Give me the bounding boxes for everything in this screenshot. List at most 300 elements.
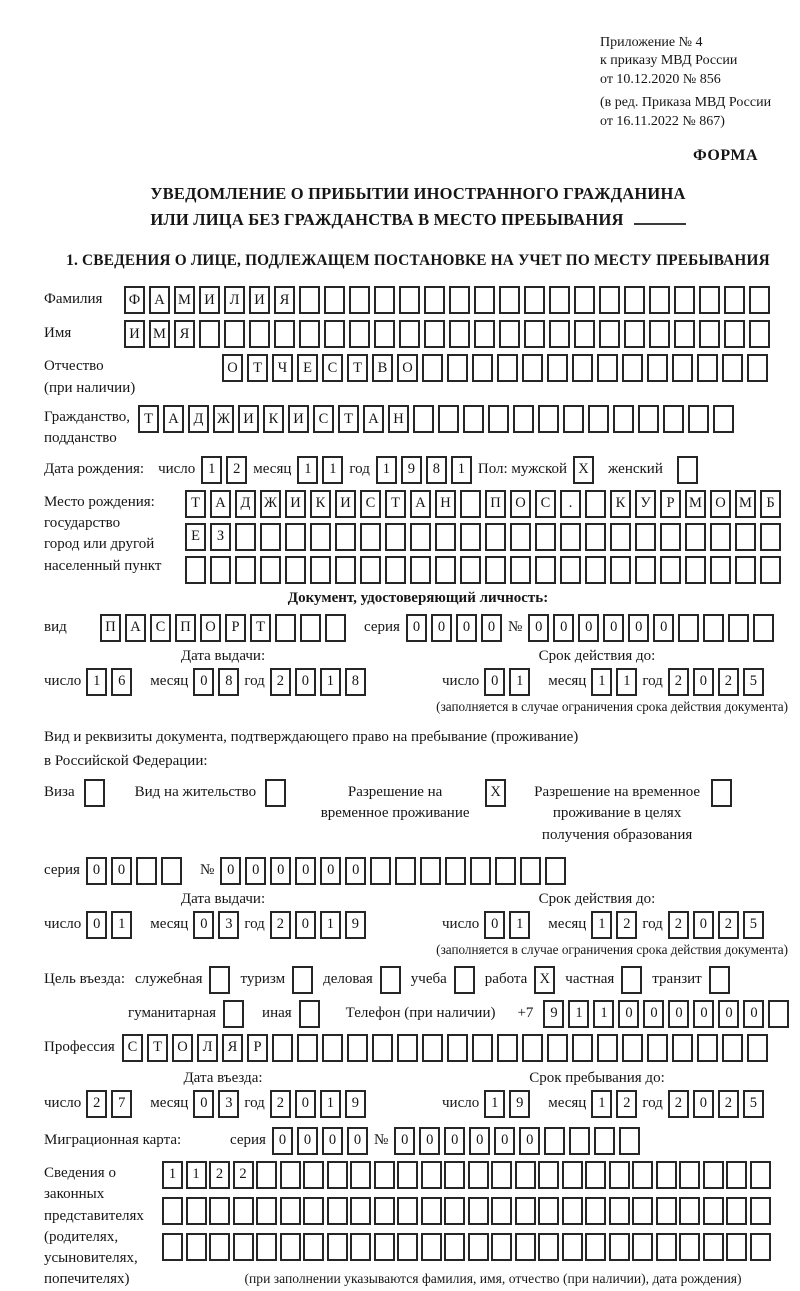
birthplace-cell[interactable]: М — [685, 490, 706, 518]
surname-cell[interactable] — [524, 286, 545, 314]
stay-year-cell[interactable]: 0 — [693, 1090, 714, 1118]
citizenship-cell[interactable]: Н — [388, 405, 409, 433]
birthplace-cell[interactable] — [360, 523, 381, 551]
firstname-cell[interactable] — [524, 320, 545, 348]
profession-cell[interactable]: Я — [222, 1034, 243, 1062]
representative-cell[interactable] — [750, 1161, 771, 1189]
profession-cell[interactable] — [347, 1034, 368, 1062]
representative-cell[interactable] — [679, 1197, 700, 1225]
birthplace-cell[interactable] — [510, 523, 531, 551]
residence-number-cell[interactable] — [470, 857, 491, 885]
birthplace-cell[interactable] — [660, 523, 681, 551]
birthplace-cell[interactable] — [435, 556, 456, 584]
profession-cell[interactable]: Л — [197, 1034, 218, 1062]
firstname-cell[interactable] — [599, 320, 620, 348]
representative-cell[interactable] — [162, 1197, 183, 1225]
birth-day-cell[interactable]: 2 — [226, 456, 247, 484]
birthplace-cell[interactable] — [460, 556, 481, 584]
birthplace-cell[interactable] — [535, 556, 556, 584]
identity-issued-month-cell[interactable]: 0 — [193, 668, 214, 696]
firstname-cell[interactable] — [374, 320, 395, 348]
residence-valid-year-cell[interactable]: 2 — [718, 911, 739, 939]
birthplace-cell[interactable] — [260, 556, 281, 584]
surname-cell[interactable]: Ф — [124, 286, 145, 314]
patronymic-cell[interactable] — [722, 354, 743, 382]
representative-cell[interactable] — [656, 1161, 677, 1189]
citizenship-cell[interactable] — [613, 405, 634, 433]
representative-cell[interactable] — [656, 1233, 677, 1261]
representative-cell[interactable] — [256, 1233, 277, 1261]
firstname-cell[interactable] — [249, 320, 270, 348]
birthplace-cell[interactable] — [635, 556, 656, 584]
identity-valid-year-cell[interactable]: 0 — [693, 668, 714, 696]
birth-year-cell[interactable]: 1 — [376, 456, 397, 484]
identity-issued-year-cell[interactable]: 8 — [345, 668, 366, 696]
birthplace-cell[interactable]: А — [410, 490, 431, 518]
representative-cell[interactable] — [609, 1233, 630, 1261]
profession-cell[interactable] — [397, 1034, 418, 1062]
birthplace-cell[interactable]: У — [635, 490, 656, 518]
birthplace-cell[interactable] — [360, 556, 381, 584]
surname-cell[interactable]: М — [174, 286, 195, 314]
representative-cell[interactable] — [585, 1197, 606, 1225]
representative-cell[interactable] — [515, 1197, 536, 1225]
residence-valid-day-cell[interactable]: 1 — [509, 911, 530, 939]
residence-number-cell[interactable] — [545, 857, 566, 885]
identity-number-cell[interactable]: 0 — [553, 614, 574, 642]
birthplace-cell[interactable] — [385, 556, 406, 584]
birthplace-cell[interactable] — [610, 523, 631, 551]
identity-kind-cell[interactable]: Р — [225, 614, 246, 642]
purpose-study-checkbox[interactable] — [454, 966, 475, 994]
patronymic-cell[interactable]: Т — [247, 354, 268, 382]
representative-cell[interactable] — [632, 1197, 653, 1225]
profession-cell[interactable] — [372, 1034, 393, 1062]
firstname-cell[interactable]: Я — [174, 320, 195, 348]
surname-cell[interactable] — [324, 286, 345, 314]
representative-cell[interactable] — [538, 1161, 559, 1189]
representative-cell[interactable] — [444, 1197, 465, 1225]
birthplace-cell[interactable] — [485, 523, 506, 551]
citizenship-cell[interactable] — [638, 405, 659, 433]
birthplace-cell[interactable]: Ж — [260, 490, 281, 518]
birthplace-cell[interactable] — [760, 556, 781, 584]
patronymic-cell[interactable] — [697, 354, 718, 382]
representative-cell[interactable] — [421, 1161, 442, 1189]
residence-valid-year-cell[interactable]: 0 — [693, 911, 714, 939]
representative-cell[interactable] — [397, 1197, 418, 1225]
identity-issued-day-cell[interactable]: 6 — [111, 668, 132, 696]
representative-cell[interactable] — [726, 1197, 747, 1225]
profession-cell[interactable]: С — [122, 1034, 143, 1062]
representative-cell[interactable] — [327, 1197, 348, 1225]
migration-number-cell[interactable]: 0 — [469, 1127, 490, 1155]
representative-cell[interactable] — [726, 1161, 747, 1189]
residence-issued-month-cell[interactable]: 0 — [193, 911, 214, 939]
phone-cell[interactable] — [768, 1000, 789, 1028]
firstname-cell[interactable] — [499, 320, 520, 348]
surname-cell[interactable] — [599, 286, 620, 314]
citizenship-cell[interactable]: А — [163, 405, 184, 433]
patronymic-cell[interactable]: В — [372, 354, 393, 382]
patronymic-cell[interactable] — [447, 354, 468, 382]
representative-cell[interactable] — [515, 1233, 536, 1261]
identity-kind-cell[interactable] — [325, 614, 346, 642]
representative-cell[interactable] — [350, 1233, 371, 1261]
residence-issued-year-cell[interactable]: 1 — [320, 911, 341, 939]
firstname-cell[interactable] — [424, 320, 445, 348]
birthplace-cell[interactable] — [510, 556, 531, 584]
birthplace-cell[interactable] — [710, 556, 731, 584]
entry-day-cell[interactable]: 2 — [86, 1090, 107, 1118]
stay-year-cell[interactable]: 2 — [718, 1090, 739, 1118]
citizenship-cell[interactable] — [663, 405, 684, 433]
representative-cell[interactable] — [303, 1233, 324, 1261]
purpose-humanitarian-checkbox[interactable] — [223, 1000, 244, 1028]
birthplace-cell[interactable] — [735, 556, 756, 584]
birthplace-cell[interactable] — [560, 556, 581, 584]
firstname-cell[interactable] — [749, 320, 770, 348]
profession-cell[interactable] — [472, 1034, 493, 1062]
birth-year-cell[interactable]: 1 — [451, 456, 472, 484]
surname-cell[interactable]: А — [149, 286, 170, 314]
patronymic-cell[interactable]: Т — [347, 354, 368, 382]
surname-cell[interactable] — [499, 286, 520, 314]
identity-number-cell[interactable] — [703, 614, 724, 642]
purpose-transit-checkbox[interactable] — [709, 966, 730, 994]
surname-cell[interactable] — [449, 286, 470, 314]
firstname-cell[interactable] — [549, 320, 570, 348]
patronymic-cell[interactable] — [522, 354, 543, 382]
representative-cell[interactable] — [726, 1233, 747, 1261]
profession-cell[interactable] — [597, 1034, 618, 1062]
representative-cell[interactable] — [491, 1161, 512, 1189]
birthplace-cell[interactable] — [460, 490, 481, 518]
citizenship-cell[interactable]: И — [238, 405, 259, 433]
firstname-cell[interactable] — [274, 320, 295, 348]
identity-issued-day-cell[interactable]: 1 — [86, 668, 107, 696]
patronymic-cell[interactable] — [622, 354, 643, 382]
stay-day-cell[interactable]: 1 — [484, 1090, 505, 1118]
firstname-cell[interactable] — [474, 320, 495, 348]
purpose-private-checkbox[interactable] — [621, 966, 642, 994]
profession-cell[interactable] — [422, 1034, 443, 1062]
birthplace-cell[interactable]: Н — [435, 490, 456, 518]
firstname-cell[interactable] — [224, 320, 245, 348]
representative-cell[interactable] — [256, 1197, 277, 1225]
firstname-cell[interactable] — [699, 320, 720, 348]
migration-series-cell[interactable]: 0 — [297, 1127, 318, 1155]
firstname-cell[interactable] — [574, 320, 595, 348]
identity-series-cell[interactable]: 0 — [481, 614, 502, 642]
profession-cell[interactable] — [622, 1034, 643, 1062]
migration-number-cell[interactable] — [619, 1127, 640, 1155]
representative-cell[interactable]: 2 — [233, 1161, 254, 1189]
representative-cell[interactable] — [632, 1161, 653, 1189]
citizenship-cell[interactable] — [488, 405, 509, 433]
identity-number-cell[interactable] — [678, 614, 699, 642]
citizenship-cell[interactable] — [588, 405, 609, 433]
residence-valid-month-cell[interactable]: 2 — [616, 911, 637, 939]
residence-series-cell[interactable]: 0 — [111, 857, 132, 885]
identity-kind-cell[interactable] — [275, 614, 296, 642]
identity-series-cell[interactable]: 0 — [406, 614, 427, 642]
representative-cell[interactable] — [374, 1233, 395, 1261]
representative-cell[interactable] — [233, 1197, 254, 1225]
representative-cell[interactable] — [656, 1197, 677, 1225]
birth-year-cell[interactable]: 8 — [426, 456, 447, 484]
surname-cell[interactable] — [349, 286, 370, 314]
representative-cell[interactable] — [491, 1197, 512, 1225]
representative-cell[interactable] — [350, 1197, 371, 1225]
residence-series-cell[interactable]: 0 — [86, 857, 107, 885]
birthplace-cell[interactable] — [635, 523, 656, 551]
surname-cell[interactable] — [474, 286, 495, 314]
birthplace-cell[interactable] — [585, 556, 606, 584]
identity-number-cell[interactable] — [753, 614, 774, 642]
migration-number-cell[interactable]: 0 — [494, 1127, 515, 1155]
phone-cell[interactable]: 0 — [693, 1000, 714, 1028]
patronymic-cell[interactable]: Ч — [272, 354, 293, 382]
surname-cell[interactable] — [424, 286, 445, 314]
profession-cell[interactable] — [572, 1034, 593, 1062]
birthplace-cell[interactable]: Е — [185, 523, 206, 551]
surname-cell[interactable] — [699, 286, 720, 314]
phone-cell[interactable]: 0 — [643, 1000, 664, 1028]
firstname-cell[interactable] — [299, 320, 320, 348]
residence-issued-day-cell[interactable]: 0 — [86, 911, 107, 939]
residence-number-cell[interactable] — [520, 857, 541, 885]
patronymic-cell[interactable] — [572, 354, 593, 382]
identity-series-cell[interactable]: 0 — [456, 614, 477, 642]
identity-number-cell[interactable]: 0 — [528, 614, 549, 642]
birthplace-cell[interactable] — [310, 556, 331, 584]
residence-valid-year-cell[interactable]: 2 — [668, 911, 689, 939]
identity-issued-year-cell[interactable]: 0 — [295, 668, 316, 696]
patronymic-cell[interactable] — [547, 354, 568, 382]
entry-year-cell[interactable]: 0 — [295, 1090, 316, 1118]
firstname-cell[interactable] — [399, 320, 420, 348]
identity-valid-year-cell[interactable]: 2 — [668, 668, 689, 696]
representative-cell[interactable] — [186, 1233, 207, 1261]
birthplace-cell[interactable]: К — [310, 490, 331, 518]
birthplace-cell[interactable] — [685, 556, 706, 584]
birthplace-cell[interactable]: Р — [660, 490, 681, 518]
profession-cell[interactable] — [497, 1034, 518, 1062]
residence-number-cell[interactable] — [370, 857, 391, 885]
patronymic-cell[interactable] — [647, 354, 668, 382]
birthplace-cell[interactable] — [535, 523, 556, 551]
phone-cell[interactable]: 1 — [593, 1000, 614, 1028]
purpose-business-checkbox[interactable] — [380, 966, 401, 994]
entry-month-cell[interactable]: 0 — [193, 1090, 214, 1118]
birthplace-cell[interactable]: Т — [185, 490, 206, 518]
phone-cell[interactable]: 0 — [618, 1000, 639, 1028]
stay-year-cell[interactable]: 5 — [743, 1090, 764, 1118]
profession-cell[interactable] — [722, 1034, 743, 1062]
surname-cell[interactable] — [299, 286, 320, 314]
representative-cell[interactable] — [397, 1233, 418, 1261]
representative-cell[interactable] — [468, 1161, 489, 1189]
firstname-cell[interactable] — [649, 320, 670, 348]
firstname-cell[interactable] — [674, 320, 695, 348]
citizenship-cell[interactable] — [413, 405, 434, 433]
surname-cell[interactable] — [549, 286, 570, 314]
identity-number-cell[interactable]: 0 — [628, 614, 649, 642]
birthplace-cell[interactable] — [285, 523, 306, 551]
residence-number-cell[interactable] — [495, 857, 516, 885]
patronymic-cell[interactable]: О — [222, 354, 243, 382]
birthplace-cell[interactable] — [460, 523, 481, 551]
residence-issued-year-cell[interactable]: 2 — [270, 911, 291, 939]
migration-number-cell[interactable] — [594, 1127, 615, 1155]
birthplace-cell[interactable] — [560, 523, 581, 551]
profession-cell[interactable] — [697, 1034, 718, 1062]
entry-month-cell[interactable]: 3 — [218, 1090, 239, 1118]
birthplace-cell[interactable]: И — [285, 490, 306, 518]
citizenship-cell[interactable] — [513, 405, 534, 433]
birthplace-cell[interactable] — [385, 523, 406, 551]
phone-cell[interactable]: 0 — [743, 1000, 764, 1028]
birthplace-cell[interactable]: Т — [385, 490, 406, 518]
profession-cell[interactable] — [672, 1034, 693, 1062]
birthplace-cell[interactable]: З — [210, 523, 231, 551]
purpose-work-checkbox[interactable]: X — [534, 966, 555, 994]
option-temp-residence-education-checkbox[interactable] — [711, 779, 732, 807]
profession-cell[interactable] — [522, 1034, 543, 1062]
birthplace-cell[interactable] — [585, 523, 606, 551]
birth-month-cell[interactable]: 1 — [297, 456, 318, 484]
residence-number-cell[interactable]: 0 — [245, 857, 266, 885]
citizenship-cell[interactable]: Т — [138, 405, 159, 433]
identity-series-cell[interactable]: 0 — [431, 614, 452, 642]
identity-valid-year-cell[interactable]: 2 — [718, 668, 739, 696]
birthplace-cell[interactable] — [685, 523, 706, 551]
representative-cell[interactable] — [421, 1233, 442, 1261]
surname-cell[interactable]: Л — [224, 286, 245, 314]
identity-number-cell[interactable]: 0 — [603, 614, 624, 642]
birthplace-cell[interactable] — [485, 556, 506, 584]
representative-cell[interactable] — [303, 1197, 324, 1225]
birthplace-cell[interactable]: О — [510, 490, 531, 518]
profession-cell[interactable]: Р — [247, 1034, 268, 1062]
birthplace-cell[interactable] — [210, 556, 231, 584]
residence-number-cell[interactable]: 0 — [220, 857, 241, 885]
representative-cell[interactable] — [468, 1233, 489, 1261]
citizenship-cell[interactable] — [713, 405, 734, 433]
surname-cell[interactable] — [649, 286, 670, 314]
birthplace-cell[interactable]: С — [360, 490, 381, 518]
purpose-official-checkbox[interactable] — [209, 966, 230, 994]
migration-number-cell[interactable]: 0 — [444, 1127, 465, 1155]
representative-cell[interactable]: 1 — [186, 1161, 207, 1189]
residence-number-cell[interactable] — [395, 857, 416, 885]
representative-cell[interactable] — [609, 1197, 630, 1225]
firstname-cell[interactable]: М — [149, 320, 170, 348]
identity-valid-day-cell[interactable]: 1 — [509, 668, 530, 696]
birthplace-cell[interactable] — [760, 523, 781, 551]
representative-cell[interactable] — [468, 1197, 489, 1225]
representative-cell[interactable] — [562, 1197, 583, 1225]
identity-kind-cell[interactable]: Т — [250, 614, 271, 642]
patronymic-cell[interactable] — [597, 354, 618, 382]
birthplace-cell[interactable] — [285, 556, 306, 584]
birthplace-cell[interactable] — [435, 523, 456, 551]
migration-number-cell[interactable]: 0 — [394, 1127, 415, 1155]
representative-cell[interactable] — [280, 1233, 301, 1261]
profession-cell[interactable] — [272, 1034, 293, 1062]
citizenship-cell[interactable] — [563, 405, 584, 433]
migration-number-cell[interactable] — [544, 1127, 565, 1155]
firstname-cell[interactable] — [349, 320, 370, 348]
representative-cell[interactable] — [562, 1233, 583, 1261]
migration-series-cell[interactable]: 0 — [322, 1127, 343, 1155]
representative-cell[interactable]: 1 — [162, 1161, 183, 1189]
identity-kind-cell[interactable]: А — [125, 614, 146, 642]
citizenship-cell[interactable]: С — [313, 405, 334, 433]
representative-cell[interactable] — [562, 1161, 583, 1189]
surname-cell[interactable] — [674, 286, 695, 314]
residence-number-cell[interactable]: 0 — [320, 857, 341, 885]
patronymic-cell[interactable]: Е — [297, 354, 318, 382]
birthplace-cell[interactable]: О — [710, 490, 731, 518]
firstname-cell[interactable] — [624, 320, 645, 348]
migration-series-cell[interactable]: 0 — [272, 1127, 293, 1155]
birthplace-cell[interactable] — [335, 523, 356, 551]
firstname-cell[interactable] — [199, 320, 220, 348]
residence-issued-year-cell[interactable]: 0 — [295, 911, 316, 939]
residence-number-cell[interactable]: 0 — [295, 857, 316, 885]
representative-cell[interactable] — [327, 1233, 348, 1261]
representative-cell[interactable] — [209, 1233, 230, 1261]
residence-issued-day-cell[interactable]: 1 — [111, 911, 132, 939]
birthplace-cell[interactable] — [660, 556, 681, 584]
representative-cell[interactable] — [632, 1233, 653, 1261]
representative-cell[interactable] — [374, 1161, 395, 1189]
representative-cell[interactable]: 2 — [209, 1161, 230, 1189]
entry-year-cell[interactable]: 1 — [320, 1090, 341, 1118]
residence-series-cell[interactable] — [161, 857, 182, 885]
migration-number-cell[interactable]: 0 — [419, 1127, 440, 1155]
residence-valid-month-cell[interactable]: 1 — [591, 911, 612, 939]
representative-cell[interactable] — [679, 1161, 700, 1189]
residence-number-cell[interactable] — [445, 857, 466, 885]
option-temp-residence-checkbox[interactable]: X — [485, 779, 506, 807]
surname-cell[interactable] — [724, 286, 745, 314]
identity-valid-month-cell[interactable]: 1 — [616, 668, 637, 696]
surname-cell[interactable]: Я — [274, 286, 295, 314]
entry-year-cell[interactable]: 2 — [270, 1090, 291, 1118]
representative-cell[interactable] — [703, 1233, 724, 1261]
migration-number-cell[interactable] — [569, 1127, 590, 1155]
representative-cell[interactable] — [585, 1161, 606, 1189]
representative-cell[interactable] — [609, 1161, 630, 1189]
citizenship-cell[interactable]: А — [363, 405, 384, 433]
stay-month-cell[interactable]: 1 — [591, 1090, 612, 1118]
profession-cell[interactable] — [447, 1034, 468, 1062]
birthplace-cell[interactable]: И — [335, 490, 356, 518]
birthplace-cell[interactable] — [260, 523, 281, 551]
phone-cell[interactable]: 9 — [543, 1000, 564, 1028]
birthplace-cell[interactable] — [335, 556, 356, 584]
birthplace-cell[interactable]: Д — [235, 490, 256, 518]
identity-issued-year-cell[interactable]: 2 — [270, 668, 291, 696]
residence-series-cell[interactable] — [136, 857, 157, 885]
representative-cell[interactable] — [280, 1197, 301, 1225]
birthplace-cell[interactable]: А — [210, 490, 231, 518]
representative-cell[interactable] — [162, 1233, 183, 1261]
identity-kind-cell[interactable]: П — [175, 614, 196, 642]
